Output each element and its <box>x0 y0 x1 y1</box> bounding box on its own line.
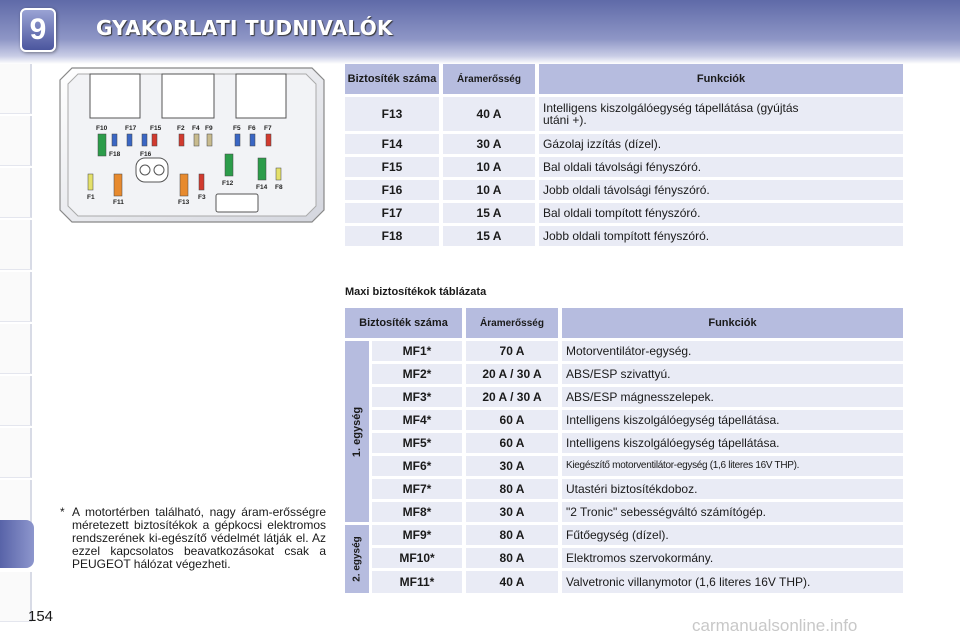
fuse-label: F5 <box>233 125 241 132</box>
fuse-label: F18 <box>109 151 121 158</box>
fuse-amperage: 20 A / 30 A <box>466 387 558 407</box>
col-header-function: Funkciók <box>539 64 903 94</box>
group-bar-unit-1 <box>345 341 369 522</box>
col-header-id: Biztosíték száma <box>345 308 462 338</box>
fuse-function: Kiegészítő motorventilátor-egység (1,6 literes 16V THP). <box>562 456 903 476</box>
footnote <box>60 506 326 571</box>
fuse-function: Valvetronic villanymotor (1,6 literes 16V THP). <box>562 571 903 593</box>
fuse <box>114 174 122 196</box>
side-tab[interactable] <box>0 428 32 478</box>
fuse <box>250 134 255 146</box>
fuse-amperage: 10 A <box>443 157 535 177</box>
side-tab-strip <box>0 64 34 584</box>
fuse-label: F9 <box>205 125 213 132</box>
header-band-fade <box>0 56 960 64</box>
fuse-label: F1 <box>87 194 95 201</box>
footnote-marker: * <box>60 505 65 519</box>
fuse <box>142 134 147 146</box>
fuse-id: F15 <box>345 157 439 177</box>
fuse-function: Bal oldali távolsági fényszóró. <box>539 157 903 177</box>
fuse <box>235 134 240 146</box>
fuse-amperage: 80 A <box>466 525 558 545</box>
fuse <box>199 174 204 190</box>
fuse-box-diagram <box>58 66 326 224</box>
fuse-id: MF2* <box>372 364 462 384</box>
fuse-label: F2 <box>177 125 185 132</box>
side-tab[interactable] <box>0 64 32 114</box>
fuse-id: MF5* <box>372 433 462 453</box>
fuse-amperage: 60 A <box>466 410 558 430</box>
fuse-amperage: 30 A <box>466 456 558 476</box>
relay-slot <box>236 74 286 118</box>
side-tab[interactable] <box>0 220 32 270</box>
side-tab[interactable] <box>0 376 32 426</box>
side-tab[interactable] <box>0 272 32 322</box>
fuse-function: Fűtőegység (dízel). <box>562 525 903 545</box>
fuse-function: Intelligens kiszolgálóegység tápellátása. <box>562 410 903 430</box>
fuse-function: "2 Tronic" sebességváltó számítógép. <box>562 502 903 522</box>
group-label: 1. egység <box>351 406 363 457</box>
fuse <box>127 134 132 146</box>
fuse-amperage: 30 A <box>466 502 558 522</box>
fuse-function: Elektromos szervokormány. <box>562 548 903 568</box>
fuse-amperage: 40 A <box>466 571 558 593</box>
fuse-amperage: 80 A <box>466 479 558 499</box>
fuse-amperage: 80 A <box>466 548 558 568</box>
page-number: 154 <box>28 608 54 625</box>
fuse-id: F17 <box>345 203 439 223</box>
col-header-amp: Áramerősség <box>466 308 558 338</box>
col-header-id: Biztosíték száma <box>345 64 439 94</box>
side-tab[interactable] <box>0 324 32 374</box>
fuse-label: F7 <box>264 125 272 132</box>
fuse <box>98 134 106 156</box>
fuse-label: F4 <box>192 125 200 132</box>
fuse-id: F13 <box>345 97 439 131</box>
maxi-table-title: Maxi biztosítékok táblázata <box>345 286 487 298</box>
fuse-id: F14 <box>345 134 439 154</box>
chapter-badge: 9 <box>20 8 56 52</box>
side-tab[interactable] <box>0 168 32 218</box>
fuse <box>225 154 233 176</box>
fuse-id: MF8* <box>372 502 462 522</box>
fuse-function: Gázolaj izzítás (dízel). <box>539 134 903 154</box>
fuse-label: F6 <box>248 125 256 132</box>
fuse <box>266 134 271 146</box>
fuse-label: F3 <box>198 194 206 201</box>
fuse-label: F14 <box>256 184 268 191</box>
fuse-function: Intelligens kiszolgálóegység tápellátása (gyújtás utáni +). <box>539 97 903 131</box>
fuse-amperage: 15 A <box>443 203 535 223</box>
fuse <box>207 134 212 146</box>
group-bar-unit-2 <box>345 525 369 593</box>
fuse-id: MF7* <box>372 479 462 499</box>
group-label: 2. egység <box>351 536 363 582</box>
fuse-function: Intelligens kiszolgálóegység tápellátása. <box>562 433 903 453</box>
fuse-label: F8 <box>275 184 283 191</box>
relay-slot <box>162 74 214 118</box>
col-header-amp: Áramerősség <box>443 64 535 94</box>
side-tab[interactable] <box>0 116 32 166</box>
fuse <box>180 174 188 196</box>
fuse-amperage: 20 A / 30 A <box>466 364 558 384</box>
fuse <box>276 168 281 180</box>
fuse-label: F12 <box>222 180 234 187</box>
fuse-id: MF1* <box>372 341 462 361</box>
footnote-text: A motortérben található, nagy áram-erősségre méretezett biztosítékok a gépkocsi elektromos rendszerének ki-egészítő védelmét látják el. Az ezzel kapcsolatos beavatkozásokat csak a PEUGEOT hálózat végezheti. <box>72 505 326 571</box>
fuse-id: MF9* <box>372 525 462 545</box>
fuse-function: Jobb oldali tompított fényszóró. <box>539 226 903 246</box>
fuse-function: Bal oldali tompított fényszóró. <box>539 203 903 223</box>
fuse-label: F11 <box>113 199 124 206</box>
fuse-id: F16 <box>345 180 439 200</box>
fuse-function: ABS/ESP mágnesszelepek. <box>562 387 903 407</box>
fuse-amperage: 40 A <box>443 97 535 131</box>
fuse <box>194 134 199 146</box>
fuse-id: MF10* <box>372 548 462 568</box>
fuse-function: Jobb oldali távolsági fényszóró. <box>539 180 903 200</box>
fuse <box>152 134 157 146</box>
fuse <box>258 158 266 180</box>
fuse-id: MF11* <box>372 571 462 593</box>
fuse-amperage: 10 A <box>443 180 535 200</box>
col-header-function: Funkciók <box>562 308 903 338</box>
fuse-function: Motorventilátor-egység. <box>562 341 903 361</box>
fuse-label: F13 <box>178 199 190 206</box>
fuse-amperage: 60 A <box>466 433 558 453</box>
fuse-id: MF6* <box>372 456 462 476</box>
fuse-id: MF4* <box>372 410 462 430</box>
fuse-label: F16 <box>140 151 152 158</box>
fuse <box>112 134 117 146</box>
relay-slot <box>90 74 140 118</box>
relay-slot <box>216 194 258 212</box>
chapter-title: GYAKORLATI TUDNIVALÓK <box>96 16 393 40</box>
fuse-label: F10 <box>96 125 108 132</box>
fuse-function: ABS/ESP szivattyú. <box>562 364 903 384</box>
fuse-label: F15 <box>150 125 162 132</box>
fuse-id: F18 <box>345 226 439 246</box>
side-tab-active[interactable] <box>0 520 34 568</box>
watermark: carmanualsonline.info <box>692 616 858 635</box>
fuse <box>88 174 93 190</box>
fuse-amperage: 15 A <box>443 226 535 246</box>
fuse-amperage: 30 A <box>443 134 535 154</box>
fuse-id: MF3* <box>372 387 462 407</box>
fuse-amperage: 70 A <box>466 341 558 361</box>
fuse-function: Utastéri biztosítékdoboz. <box>562 479 903 499</box>
fuse <box>179 134 184 146</box>
fuse-label: F17 <box>125 125 137 132</box>
